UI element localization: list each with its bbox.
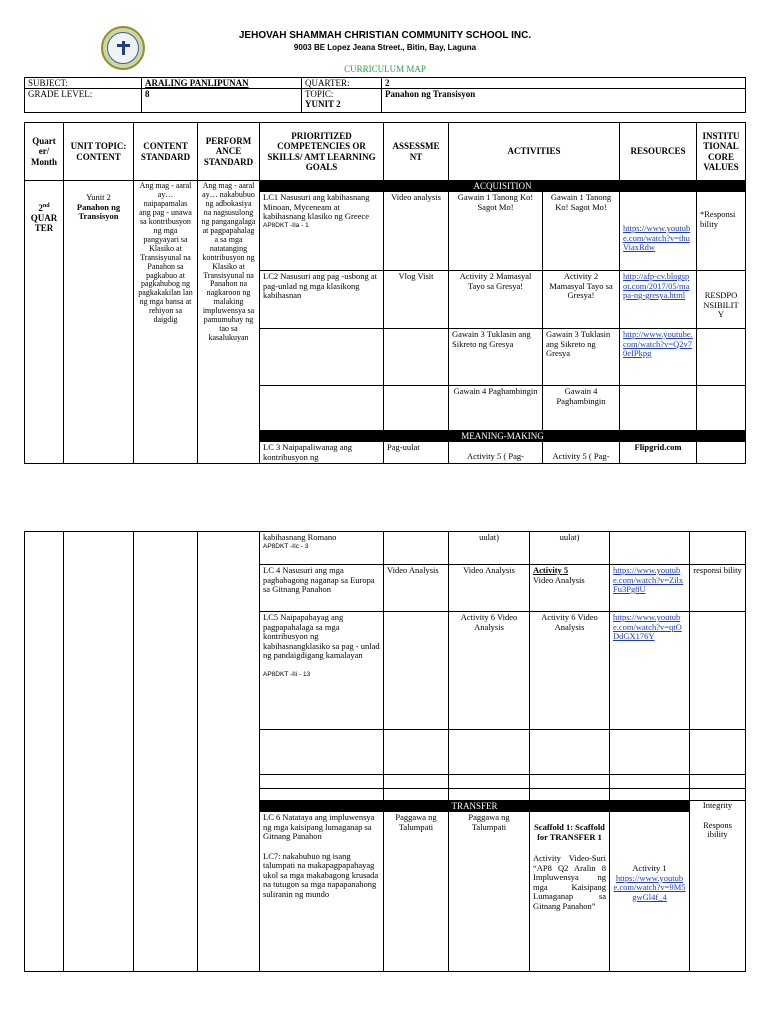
empty-lc (260, 329, 384, 386)
lc2: LC2 Nasusuri ang pag -usbong at pag-unlad ng mga klasikong kabihasnan (260, 271, 384, 329)
lc6-cell (260, 812, 384, 972)
col-performance: PERFORM ANCE STANDARD (198, 123, 260, 181)
lc5-res-cell (610, 612, 690, 730)
lc6-val2: Respons ibility (703, 819, 732, 840)
lc4-act1: Video Analysis (449, 565, 530, 612)
performance-standard: Ang mag - aaral ay… nakabubuo ng adbokasiya na nagsusulong ng pangangalaga at pagpapahalag a sa mga natatanging kontribusyon ng Klasiko at Transisyunal na Panahon na nagkaroon ng malaking impluwensya sa pamumuhay ng tao sa kasalukuyan (198, 181, 260, 464)
info-table (24, 77, 746, 113)
g3-resource-link[interactable]: http://www.youtube.com/watch?v=Q2v70eIPkpg (623, 329, 693, 359)
lc6-scaffold: Scaffold 1: Scaffold for TRANSFER 1 (534, 822, 605, 842)
p2-content (134, 532, 198, 972)
p2-empty-res (610, 532, 690, 565)
p2-empty-row-c1 (260, 789, 384, 801)
school-address: 9003 BE Lopez Jeana Street., Bitin, Bay, Laguna (293, 43, 477, 52)
p2-empty-row-a3 (449, 730, 530, 775)
grade-label: GRADE LEVEL: (25, 89, 142, 113)
col-content: CONTENT STANDARD (134, 123, 198, 181)
lc1-val: *Responsi bility (697, 192, 746, 271)
lc6-act2: Activity Video-Suri “AP8 Q2 Aralin 8 Impluwensya ng mga Kaisipang Lumaganap sa Gitnang Panahon” (533, 853, 606, 911)
section-acquisition: ACQUISITION (260, 181, 746, 192)
g3-act1: Gawain 3 Tuklasin ang Sikreto ng Gresya (449, 329, 543, 386)
lc5-cell (260, 612, 384, 730)
lc1-cell (260, 192, 384, 271)
lc1: LC1 Nasusuri ang kabihasnang Minoan, Myceneam at kabihasnang klasiko ng Greece (263, 192, 370, 222)
p2-empty-row-b6 (690, 775, 746, 789)
lc4: LC 4 Nasusuri ang mga pagbabagong naganap sa Europa sa Gitnang Panahon (260, 565, 384, 612)
lc6-res-cell (610, 812, 690, 972)
g4-act2: Gawain 4 Paghambingin (543, 386, 620, 431)
empty-assess (384, 329, 449, 386)
lc3: LC 3 Naipapaliwanag ang kontribusyon ng (260, 442, 384, 464)
lc3-act2: Activity 5 ( Pag- (543, 442, 620, 464)
topic-cell (302, 89, 382, 113)
lc3-code: AP8DKT -IIc - 3 (263, 542, 309, 550)
lc5: LC5 Naipapahayag ang pagpapahalaga sa mga kontribusyon ng kabihasnangklasiko sa pag - unlad ng pandaigdigang kamalayan (263, 612, 380, 661)
lc7: LC7: nakabubuo ng isang talumpati na makapagpapahayag ukol sa mga makabagong krusada na tutugon sa mga napapanahong suliranin ng mundo (263, 850, 379, 899)
lc6-resource-link[interactable]: https://www.youtube.com/watch?v=9M5gwGl4f_4 (613, 872, 686, 902)
col-resources: RESOURCES (620, 123, 697, 181)
p2-empty-row-c5 (610, 789, 690, 801)
p2-empty-row-c3 (449, 789, 530, 801)
quarter-label: QUARTER: (302, 78, 382, 89)
topic-label: TOPIC: (305, 89, 334, 100)
school-name: JEHOVAH SHAMMAH CHRISTIAN COMMUNITY SCHOOL INC. (238, 30, 532, 41)
logo-emblem (107, 32, 139, 64)
lc6-assess: Paggawa ng Talumpati (384, 812, 449, 972)
p2-empty-row-c6 (690, 789, 746, 801)
empty-assess-2 (384, 386, 449, 431)
lc2-resource-link[interactable]: http://afp-cv.blogspot.com/2017/05/mapa-ng-gresya.html (623, 271, 690, 301)
lc3-res: Flipgrid.com (620, 442, 697, 464)
p2-empty-row-a4 (530, 730, 610, 775)
lc4-act2: Video Analysis (533, 574, 585, 585)
lc1-act1: Gawain 1 Tanong Ko! Sagot Mo! (449, 192, 543, 271)
quarter-num: 2 (38, 203, 43, 213)
lc2-act2: Activity 2 Mamasyal Tayo sa Gresya! (543, 271, 620, 329)
content-standard: Ang mag - aaral ay… naipapamalas ang pag - unawa sa kontribusyon ng mga pangyayari sa Klasiko at Transisyunal na Panahon sa pagkabuo at pagkahubog ng pagkakakilan lan ng mga bansa at rehiyon sa daigdig (134, 181, 198, 464)
empty-lc-2 (260, 386, 384, 431)
quarter-value: 2 (382, 78, 746, 89)
col-unit: UNIT TOPIC: CONTENT (64, 123, 134, 181)
section-meaning: MEANING-MAKING (260, 431, 746, 442)
lc1-res-cell (620, 192, 697, 271)
col-prioritized: PRIORITIZED COMPETENCIES OR SKILLS/ AMT LEARNING GOALS (260, 123, 384, 181)
p2-empty-row-c4 (530, 789, 610, 801)
lc3-assess: Pag-uulat (384, 442, 449, 464)
topic-value: Panahon ng Transisyon (382, 89, 746, 113)
lc2-act1: Activity 2 Mamasyal Tayo sa Gresya! (449, 271, 543, 329)
document-title: CURRICULUM MAP (344, 64, 426, 74)
g3-res-cell (620, 329, 697, 386)
p2-empty-assess (384, 532, 449, 565)
p2-lc3-act1: uulat) (449, 532, 530, 565)
col-activities: ACTIVITIES (449, 123, 620, 181)
lc5-code: AP8DKT -IIi - 13 (263, 670, 311, 678)
lc6-act1: Paggawa ng Talumpati (449, 812, 530, 972)
lc4-val: responsi bility (690, 565, 746, 612)
lc5-act2: Activity 6 Video Analysis (530, 612, 610, 730)
g3-act2: Gawain 3 Tuklasin ang Sikreto ng Gresya (543, 329, 620, 386)
unit-1: Yunit 2 (86, 192, 111, 202)
lc4-act2-title: Activity 5 (533, 565, 569, 575)
lc4-act2-cell (530, 565, 610, 612)
p2-empty-row-b1 (260, 775, 384, 789)
unit-2: Panahon ng Transisyon (76, 201, 121, 222)
p2-performance (198, 532, 260, 972)
lc3-cont-cell (260, 532, 384, 565)
lc2-res-cell (620, 271, 697, 329)
col-values: INSTITU TIONAL CORE VALUES (697, 123, 746, 181)
grade-value: 8 (142, 89, 302, 113)
lc4-res-cell (610, 565, 690, 612)
lc1-code: AP8DKT -IIa - 1 (263, 221, 309, 229)
lc3-act1: Activity 5 ( Pag- (449, 442, 543, 464)
empty-val (697, 329, 746, 386)
lc6-res-title: Activity 1 (632, 863, 667, 874)
g4-act1: Gawain 4 Paghambingin (449, 386, 543, 431)
subject-value: ARALING PANLIPUNAN (142, 78, 302, 89)
lc5-act1: Activity 6 Video Analysis (449, 612, 530, 730)
col-assessment: ASSESSME NT (384, 123, 449, 181)
lc4-resource-link[interactable]: https://www.youtube.com/watch?v=ZilxFu3Pg8U (613, 565, 684, 595)
p2-empty-row-c2 (384, 789, 449, 801)
p2-empty-row-b2 (384, 775, 449, 789)
lc6: LC 6 Natataya ang impluwensya ng mga kaisipang lumaganap sa Gitnang Panahon (263, 812, 375, 842)
p2-empty-assess-2 (384, 612, 449, 730)
p2-lc3-act2: uulat) (530, 532, 610, 565)
lc6-val-cell (690, 801, 746, 972)
topic-unit: YUNIT 2 (305, 99, 341, 110)
lc1-resource-link[interactable]: https://www.youtube.com/watch?v=thuViaxRdw (623, 223, 691, 253)
p2-unit (64, 532, 134, 972)
empty-val-3 (697, 442, 746, 464)
p2-empty-row-b5 (610, 775, 690, 789)
school-logo (101, 26, 145, 70)
lc4-assess: Video Analysis (384, 565, 449, 612)
quarter-sup: nd (42, 203, 50, 209)
lc2-val: RESDPO NSIBILIT Y (697, 271, 746, 329)
lc1-act2: Gawain 1 Tanong Ko! Sagot Mo! (543, 192, 620, 271)
subject-label: SUBJECT: (25, 78, 142, 89)
section-transfer: TRANSFER (260, 801, 690, 812)
lc1-assess: Video analysis (384, 192, 449, 271)
empty-val-2 (697, 386, 746, 431)
p2-empty-row-a1 (260, 730, 384, 775)
curriculum-table-page1 (24, 122, 746, 464)
empty-res (620, 386, 697, 431)
quarter-text: QUAR TER (30, 213, 58, 234)
p2-empty-val (690, 532, 746, 565)
lc3-cont: kabihasnang Romano (263, 532, 337, 542)
col-quarter: Quart er/ Month (25, 123, 64, 181)
lc2-assess: Vlog Visit (384, 271, 449, 329)
p2-quarter (25, 532, 64, 972)
quarter-cell (25, 181, 64, 464)
lc5-resource-link[interactable]: https://www.youtube.com/watch?v=qtODdGX176Y (613, 612, 682, 642)
p2-empty-row-a2 (384, 730, 449, 775)
p2-empty-row-a6 (690, 730, 746, 775)
lc6-act2-cell (530, 812, 610, 972)
p2-empty-val-2 (690, 612, 746, 730)
unit-cell (64, 181, 134, 464)
p2-empty-row-a5 (610, 730, 690, 775)
lc6-val1: Integrity (702, 800, 733, 810)
curriculum-table-page2 (24, 531, 746, 972)
p2-empty-row-b4 (530, 775, 610, 789)
cross-bar-icon (117, 44, 130, 47)
p2-empty-row-b3 (449, 775, 530, 789)
